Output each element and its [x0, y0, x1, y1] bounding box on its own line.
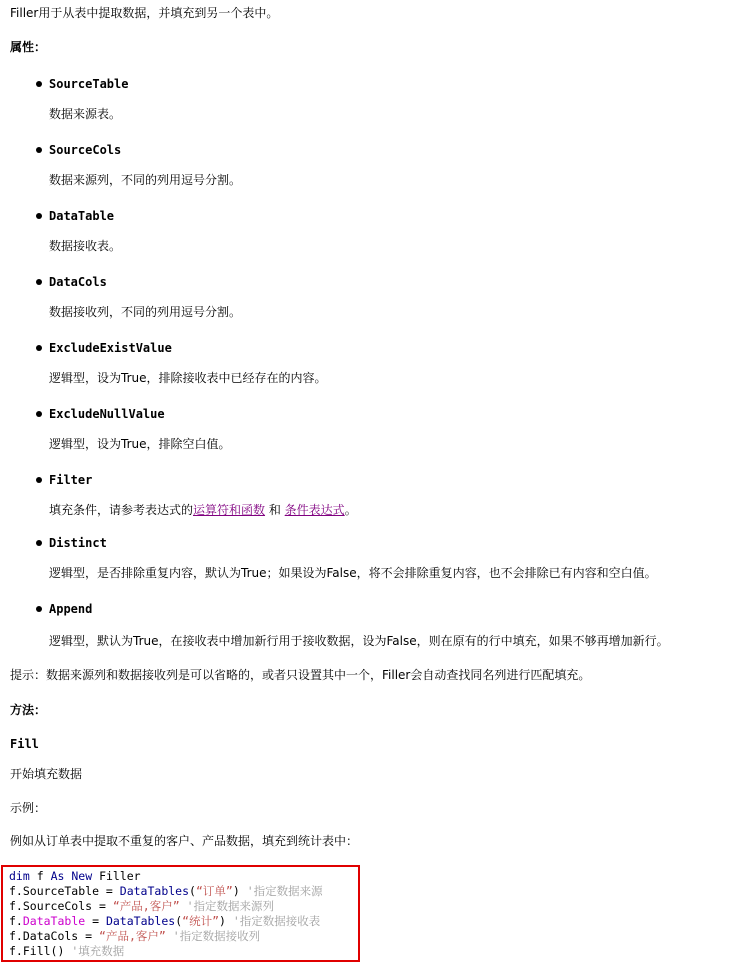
property-name: Filter: [49, 473, 93, 487]
bullet-icon: [36, 345, 42, 351]
code-string: “订单”: [195, 884, 233, 898]
code-text: f.DataCols =: [9, 929, 100, 943]
example-heading: 示例：: [10, 801, 47, 815]
code-text: f.: [9, 914, 23, 928]
property-desc: 数据接收列，不同的列用逗号分割。: [49, 305, 242, 319]
operators-functions-link[interactable]: 运算符和函数: [193, 503, 266, 517]
property-name: ExcludeExistValue: [49, 341, 172, 355]
bullet-icon: [36, 540, 42, 546]
code-text: [180, 899, 187, 913]
property-desc: 逻辑型，设为True，排除接收表中已经存在的内容。: [49, 371, 327, 385]
property-name: Append: [49, 602, 93, 616]
code-keyword: New: [71, 869, 93, 883]
code-keyword: DataTables: [105, 914, 176, 928]
code-text: f.SourceTable =: [9, 884, 120, 898]
code-text: f.Fill(): [9, 944, 72, 958]
bullet-icon: [36, 213, 42, 219]
code-string: “统计”: [182, 914, 219, 928]
code-text: f: [29, 869, 51, 883]
code-string: “产品,客户”: [112, 899, 180, 913]
bullet-icon: [36, 411, 42, 417]
code-text: (: [189, 884, 196, 898]
code-comment: '填充数据: [71, 944, 125, 958]
property-name: SourceTable: [49, 77, 129, 91]
property-desc: 数据来源表。: [49, 107, 122, 121]
property-desc: 逻辑型，默认为True，在接收表中增加新行用于接收数据，设为False，则在原有的行中填充，如果不够再增加新行。: [49, 634, 669, 648]
code-string: “产品,客户”: [99, 929, 166, 943]
condition-expression-link[interactable]: 条件表达式: [284, 503, 345, 517]
code-text: f.SourceCols =: [9, 899, 113, 913]
code-keyword: DataTables: [119, 884, 190, 898]
filter-desc-suffix: 。: [344, 503, 357, 517]
code-line-5: [9, 929, 260, 943]
property-name: DataCols: [49, 275, 107, 289]
tip-text: 提示：数据来源列和数据接收列是可以省略的，或者只设置其中一个，Filler会自动查找同名列进行匹配填充。: [10, 668, 591, 682]
methods-heading: 方法：: [10, 703, 47, 717]
code-property: DataTable: [22, 914, 86, 928]
code-block: [1, 865, 360, 962]
code-line-2: [9, 884, 323, 898]
property-desc: 逻辑型，是否排除重复内容，默认为True；如果设为False，将不会排除重复内容，也不会排除已有内容和空白值。: [49, 566, 657, 580]
code-keyword: dim: [9, 869, 30, 883]
example-desc: 例如从订单表中提取不重复的客户、产品数据，填充到统计表中：: [10, 834, 359, 848]
bullet-icon: [36, 279, 42, 285]
code-comment: '指定数据来源: [246, 884, 323, 898]
code-line-3: [9, 899, 274, 913]
code-comment: '指定数据来源列: [186, 899, 275, 913]
code-comment: '指定数据接收列: [172, 929, 261, 943]
code-text: (: [175, 914, 183, 928]
code-comment: '指定数据接收表: [232, 914, 321, 928]
filter-desc-prefix: 填充条件，请参考表达式的: [49, 503, 194, 517]
code-keyword: As: [50, 869, 65, 883]
bullet-icon: [36, 81, 42, 87]
property-desc: [49, 503, 357, 517]
code-line-4: [9, 914, 320, 928]
method-name: Fill: [10, 737, 39, 751]
property-name: Distinct: [49, 536, 107, 550]
code-text: =: [85, 914, 106, 928]
bullet-icon: [36, 477, 42, 483]
property-name: ExcludeNullValue: [49, 407, 165, 421]
filter-desc-mid: 和: [265, 503, 285, 517]
property-name: SourceCols: [49, 143, 122, 157]
code-text: ): [219, 914, 233, 928]
code-text: ): [232, 884, 247, 898]
code-text: [166, 929, 173, 943]
code-text: Filler: [92, 869, 141, 883]
property-desc: 逻辑型，设为True，排除空白值。: [49, 437, 231, 451]
bullet-icon: [36, 147, 42, 153]
property-desc: 数据接收表。: [49, 239, 122, 253]
intro-text: Filler用于从表中提取数据，并填充到另一个表中。: [10, 6, 279, 20]
code-line-6: [9, 944, 124, 958]
properties-heading: 属性：: [10, 40, 47, 54]
code-line-1: [9, 869, 141, 883]
property-desc: 数据来源列，不同的列用逗号分割。: [49, 173, 242, 187]
method-desc: 开始填充数据: [10, 767, 83, 781]
property-name: DataTable: [49, 209, 115, 223]
bullet-icon: [36, 606, 42, 612]
